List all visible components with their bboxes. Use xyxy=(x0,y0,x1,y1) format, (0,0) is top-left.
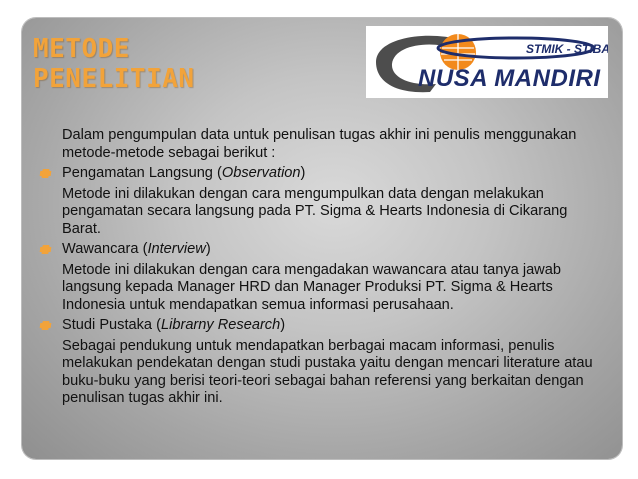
bullet-label-italic: Observation xyxy=(221,165,301,181)
slide-title-line-1: METODE xyxy=(33,34,130,64)
bullet-icon xyxy=(41,169,49,178)
slide-body xyxy=(38,127,608,411)
slide-title-line-2: PENELITIAN xyxy=(33,64,195,94)
bullet-item-interview: Wawancara (Interview) xyxy=(38,241,608,259)
bullet-description: Metode ini dilakukan dengan cara mengadakan wawancara atau tanya jawab langsung kepada Manager HRD dan Manager Produksi PT. Sigma & Hearts Indonesia untuk mendapatkan semua informasi perusahaan. xyxy=(62,261,561,313)
bullet-label-italic: Interview xyxy=(147,241,206,257)
bullet-label-italic: Librarny Research xyxy=(160,317,281,333)
bullet-item-library-research: Studi Pustaka (Librarny Research) xyxy=(38,317,608,335)
bullet-icon xyxy=(41,321,49,330)
slide-title xyxy=(33,34,195,94)
bullet-description: Metode ini dilakukan dengan cara mengumpulkan data dengan melakukan pengamatan secara langsung pada PT. Sigma & Hearts Indonesia di Cikarang Barat. xyxy=(62,185,568,237)
bullet-label: Wawancara xyxy=(62,241,139,257)
bullet-icon xyxy=(41,245,49,254)
logo-top-text: STMIK - STIBA xyxy=(526,42,608,56)
bullet-label: Studi Pustaka xyxy=(62,317,153,333)
logo-main-text: NUSA MANDIRI xyxy=(418,65,600,92)
bullet-item-observation: Pengamatan Langsung (Observation) xyxy=(38,165,608,183)
bullet-label: Pengamatan Langsung xyxy=(62,165,213,181)
stmik-stiba-logo xyxy=(366,26,608,98)
intro-paragraph: Dalam pengumpulan data untuk penulisan tugas akhir ini penulis menggunakan metode-metode sebagai berikut : xyxy=(62,127,577,161)
bullet-description: Sebagai pendukung untuk mendapatkan berbagai macam informasi, penulis melakukan pendekatan dengan studi pustaka yaitu dengan mencari literature atau buku-buku yang berisi teori-teori sebagai bahan referensi yang berkaitan dengan penulisan tugas akhir ini. xyxy=(62,337,593,406)
logo-graphic xyxy=(366,26,608,98)
